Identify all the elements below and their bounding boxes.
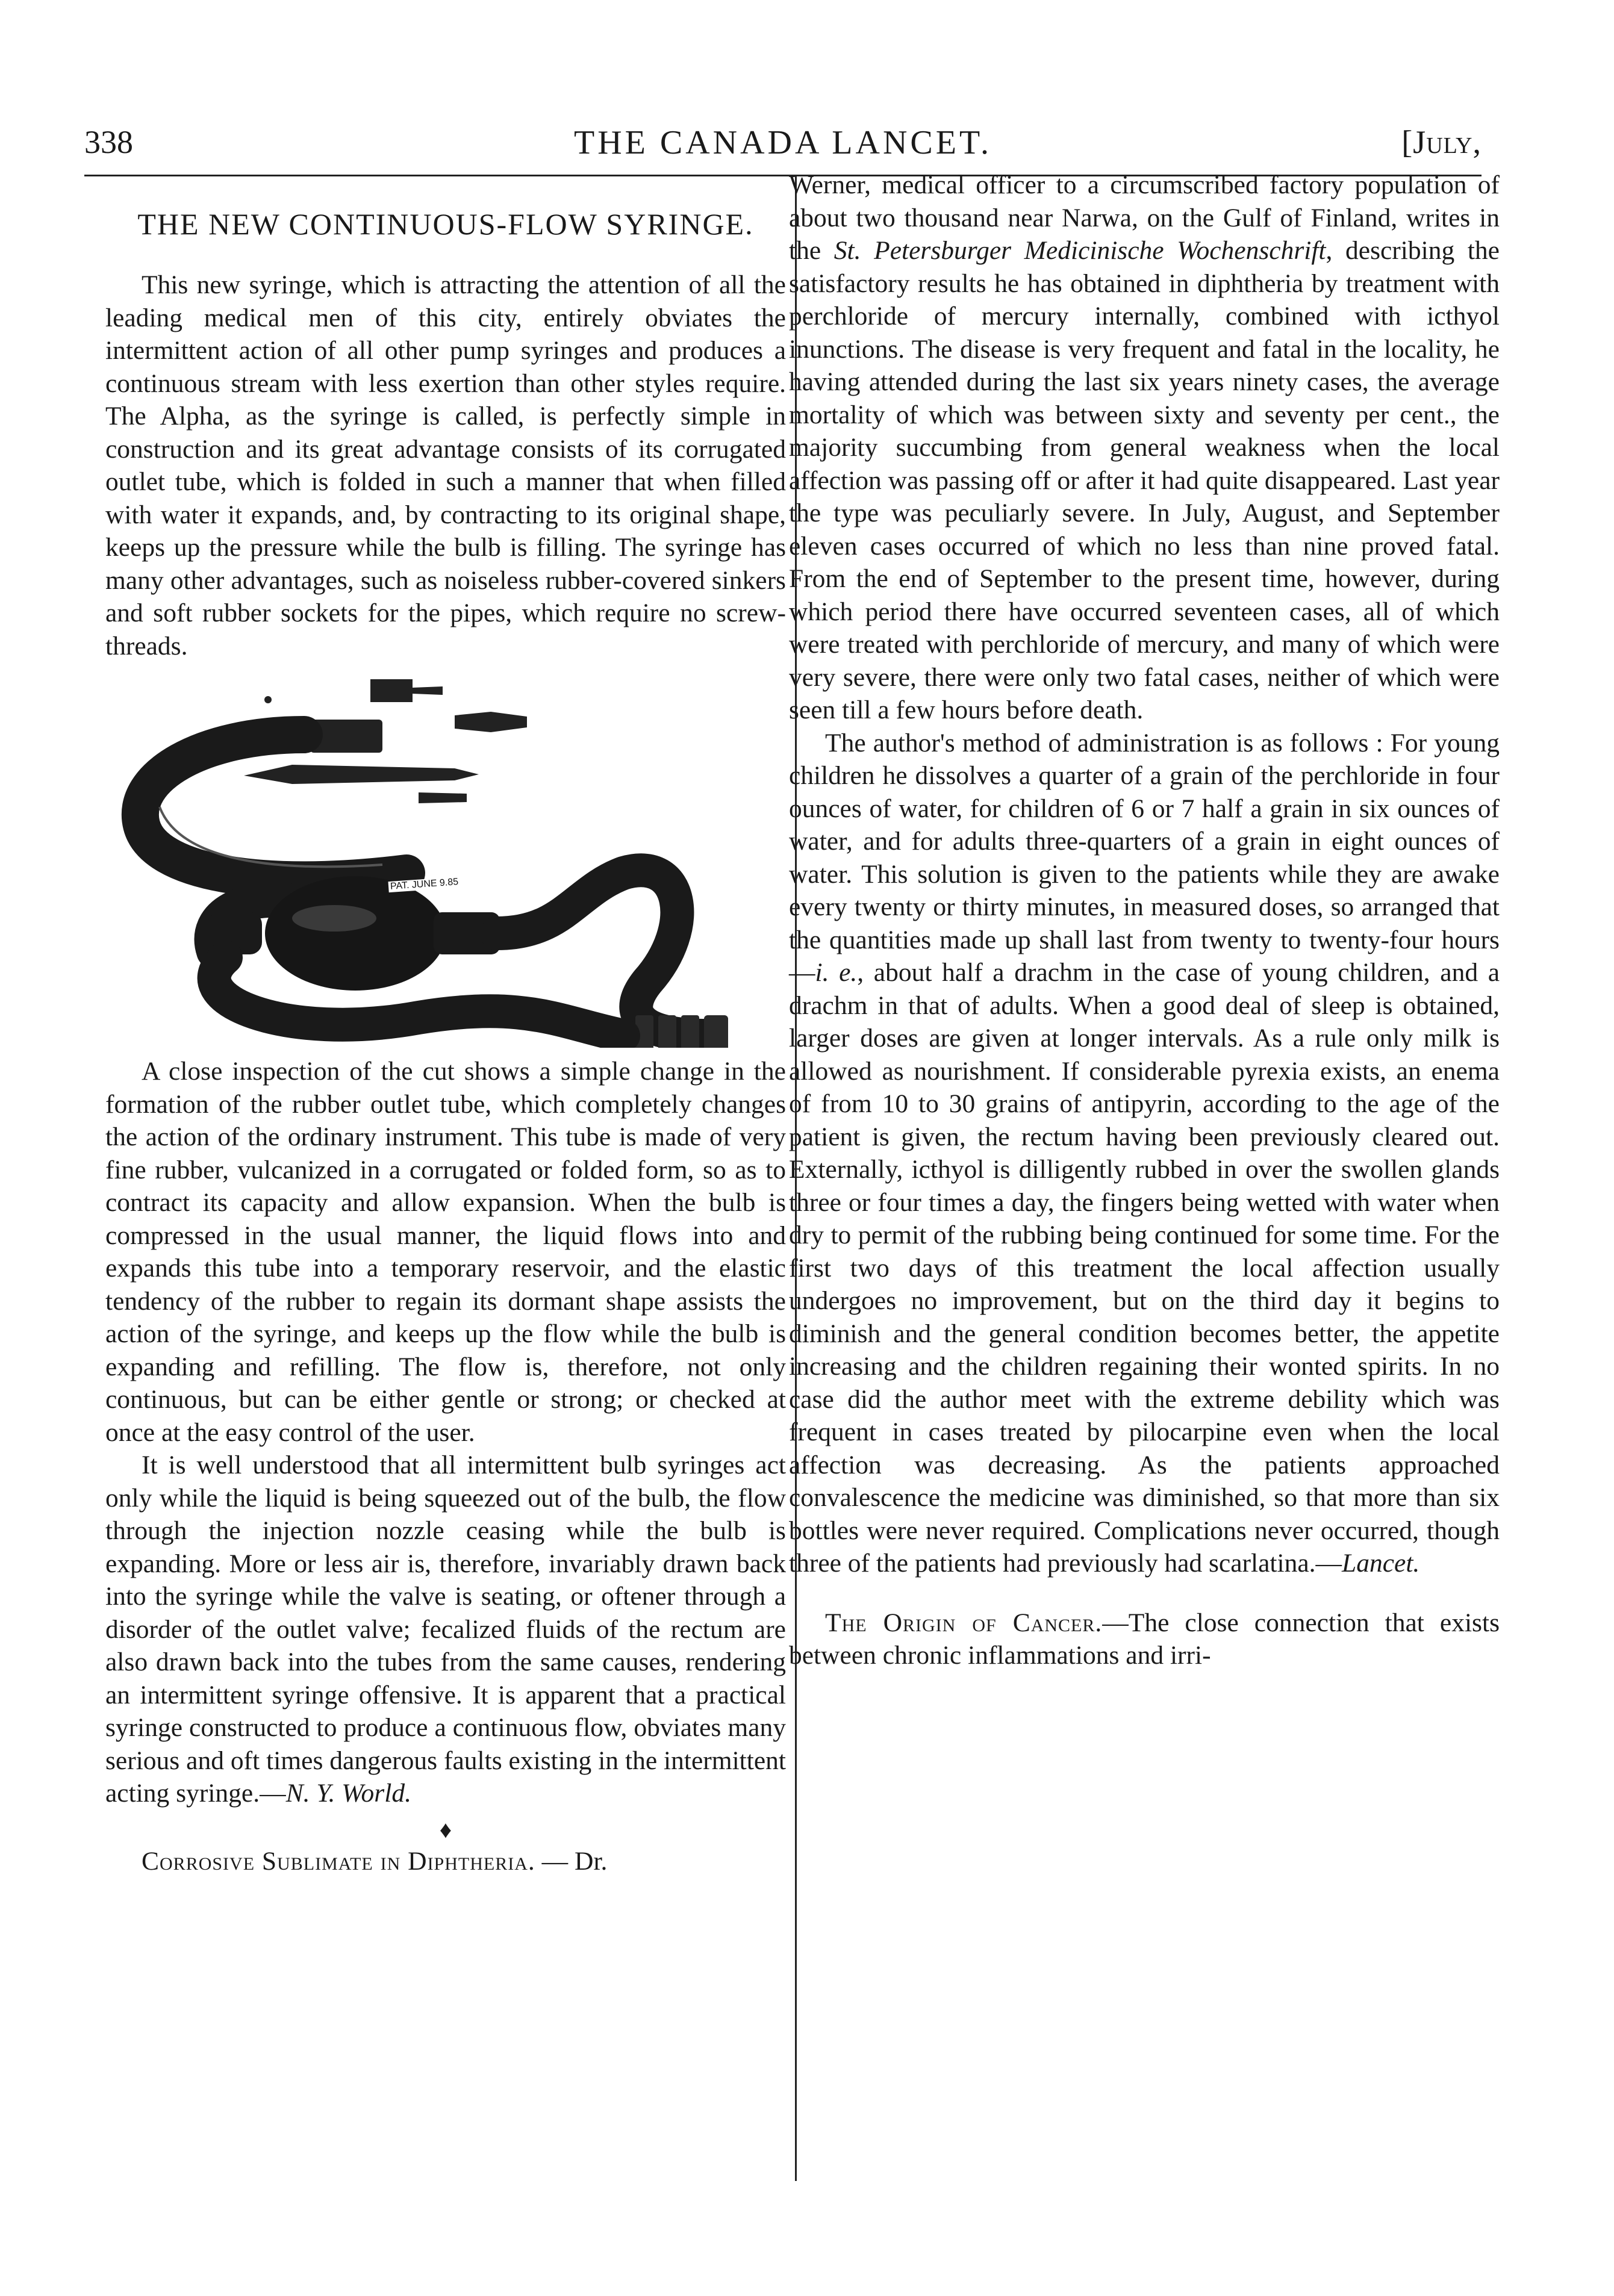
right-column — [789, 169, 1500, 1672]
diphtheria-heading-line — [105, 1845, 786, 1878]
diphtheria-p2-a: The author's method of administration is as follows : For young children he dissolves a quarter of a grain of the perchloride in four ounces of water, for children of 6 or 7 half a grain in six ounces of water, and for adults three-quarters of a grain in eight ounces of water. This solution is given to the patients while they are awake every twenty or thirty minutes, in measured doses, so arranged that the quantities made up shall last from twenty to twenty-four hours— — [789, 728, 1500, 987]
syringe-source: N. Y. World. — [285, 1779, 411, 1808]
syringe-paragraph-1: This new syringe, which is attracting the attention of all the leading medical men of this city, entirely obviates the intermittent action of all other pump syringes and produces a continuous stream with less exertion than other styles require. The Alpha, as the syringe is called, is perfectly simple in construction and its great advantage consists of its corrugated outlet tube, which is folded in such a manner that when filled with water it expands, and, by contracting to its original shape, keeps up the pressure while the bulb is filling. The syringe has many other advantages, such as noiseless rubber-covered sinkers and soft rubber sockets for the pipes, which require no screw-threads. — [105, 270, 786, 661]
cancer-text: —The close connection that exists between chronic inflammations and irri- — [789, 1608, 1500, 1670]
journal-title: THE CANADA LANCET. — [573, 124, 992, 161]
diphtheria-source: Lancet. — [1342, 1549, 1420, 1578]
diphtheria-byline: — Dr. — [535, 1846, 608, 1876]
diphtheria-p1-b: , describing the satisfactory results he has obtained in diphtheria by treatment with perchloride of mercury internally, combined with icthyol inunctions. The disease is very frequent and fatal in the locality, he having attended during the last six years ninety cases, the average mortality of which was between sixty and seventy per cent., the majority succumbing from general weakness when the local affection was passing off or after it had quite disappeared. Last year the type was peculiarly severe. In July, August, and September eleven cases occurred of which no less than nine proved fatal. From the end of September to the present time, however, during which period there have occurred seventeen cases, all of which were treated with perchloride of mercury, and many of which were very severe, there were only two fatal cases, neither of which were seen till a few hours before death. — [789, 236, 1500, 724]
left-column — [105, 193, 786, 1878]
cancer-heading: The Origin of Cancer. — [825, 1608, 1103, 1637]
section-gap — [789, 1580, 1500, 1607]
journal-citation: St. Petersburger Medicinische Wochenschrift — [833, 236, 1326, 265]
syringe-paragraph-2: A close inspection of the cut shows a simple change in the formation of the rubber outlet tube, which completely changes the action of the ordinary instrument. This tube is made of very fine rubber, vulcanized in a corrugated or folded form, so as to contract its capacity and allow expansion. When the bulb is compressed in the usual manner, the liquid flows into and expands this tube into a temporary reservoir, and the elastic tendency of the rubber to regain its dormant shape assists the action of the syringe, and keeps up the flow while the bulb is expanding and refilling. The flow is, therefore, not only continuous, but can be either gentle or strong; or checked at once at the easy control of the user. — [105, 1057, 786, 1447]
figure-stamp: PAT. JUNE 9.85 — [388, 877, 461, 892]
syringe-drawing — [105, 674, 786, 1048]
cancer-paragraph — [789, 1607, 1500, 1672]
diphtheria-paragraph-2 — [789, 727, 1500, 1580]
syringe-paragraph-3-text: It is well understood that all intermittent bulb syringes act only while the liquid is being squeezed out of the bulb, the flow through the injection nozzle ceasing while the bulb is expanding. More or less air is, therefore, invariably drawn back into the syringe while the valve is seating, or oftener through a disorder of the outlet valve; fecalized fluids of the rectum are also drawn back into the tubes from the same causes, rendering an intermittent syringe offensive. It is apparent that a practical syringe constructed to produce a continuous flow, obviates many serious and oft times dangerous faults existing in the intermittent acting syringe.— — [105, 1451, 786, 1808]
diphtheria-p2-ie: i. e. — [815, 958, 858, 987]
diphtheria-paragraph-1 — [789, 169, 1500, 727]
issue-month: [July, — [1401, 124, 1482, 160]
section-ornament: ♦ — [439, 1815, 452, 1843]
diphtheria-p1-a: Werner, medical officer to a circumscribed factory population of about two thousand near Narwa, on the Gulf of Finland, writes in the — [789, 170, 1500, 265]
syringe-paragraph-3 — [105, 1449, 786, 1810]
diphtheria-p2-b: , about half a drachm in the case of young children, and a drachm in that of adults. When a good deal of sleep is obtained, larger doses are given at longer intervals. As a rule only milk is allowed as nourishment. If considerable pyrexia exists, an enema of from 10 to 30 grains of antipyrin, according to the age of the patient is given, the rectum having been previously cleared out. Externally, icthyol is dilligently rubbed in over the swollen glands three or four times a day, the fingers being wetted with water when dry to permit of the rubbing being continued for some time. For the first two days of this treatment the local affection usually undergoes no improvement, but on the third day it begins to diminish and the general condition becomes better, the appetite increasing and the children regaining their wonted spirits. In no case did the author meet with the extreme debility which was frequent in cases treated by pilocarpine even when the local affection was decreasing. As the patients approached convalescence the medicine was diminished, so that more than six bottles were never required. Complications never occurred, though three of the patients had previously had scarlatina.— — [789, 958, 1500, 1578]
page-header — [84, 117, 1482, 166]
page-number: 338 — [84, 124, 133, 160]
article-title-syringe: THE NEW CONTINUOUS-FLOW SYRINGE. — [137, 207, 754, 241]
syringe-illustration — [105, 674, 786, 1048]
diphtheria-heading: Corrosive Sublimate in Diphtheria. — [142, 1846, 535, 1876]
